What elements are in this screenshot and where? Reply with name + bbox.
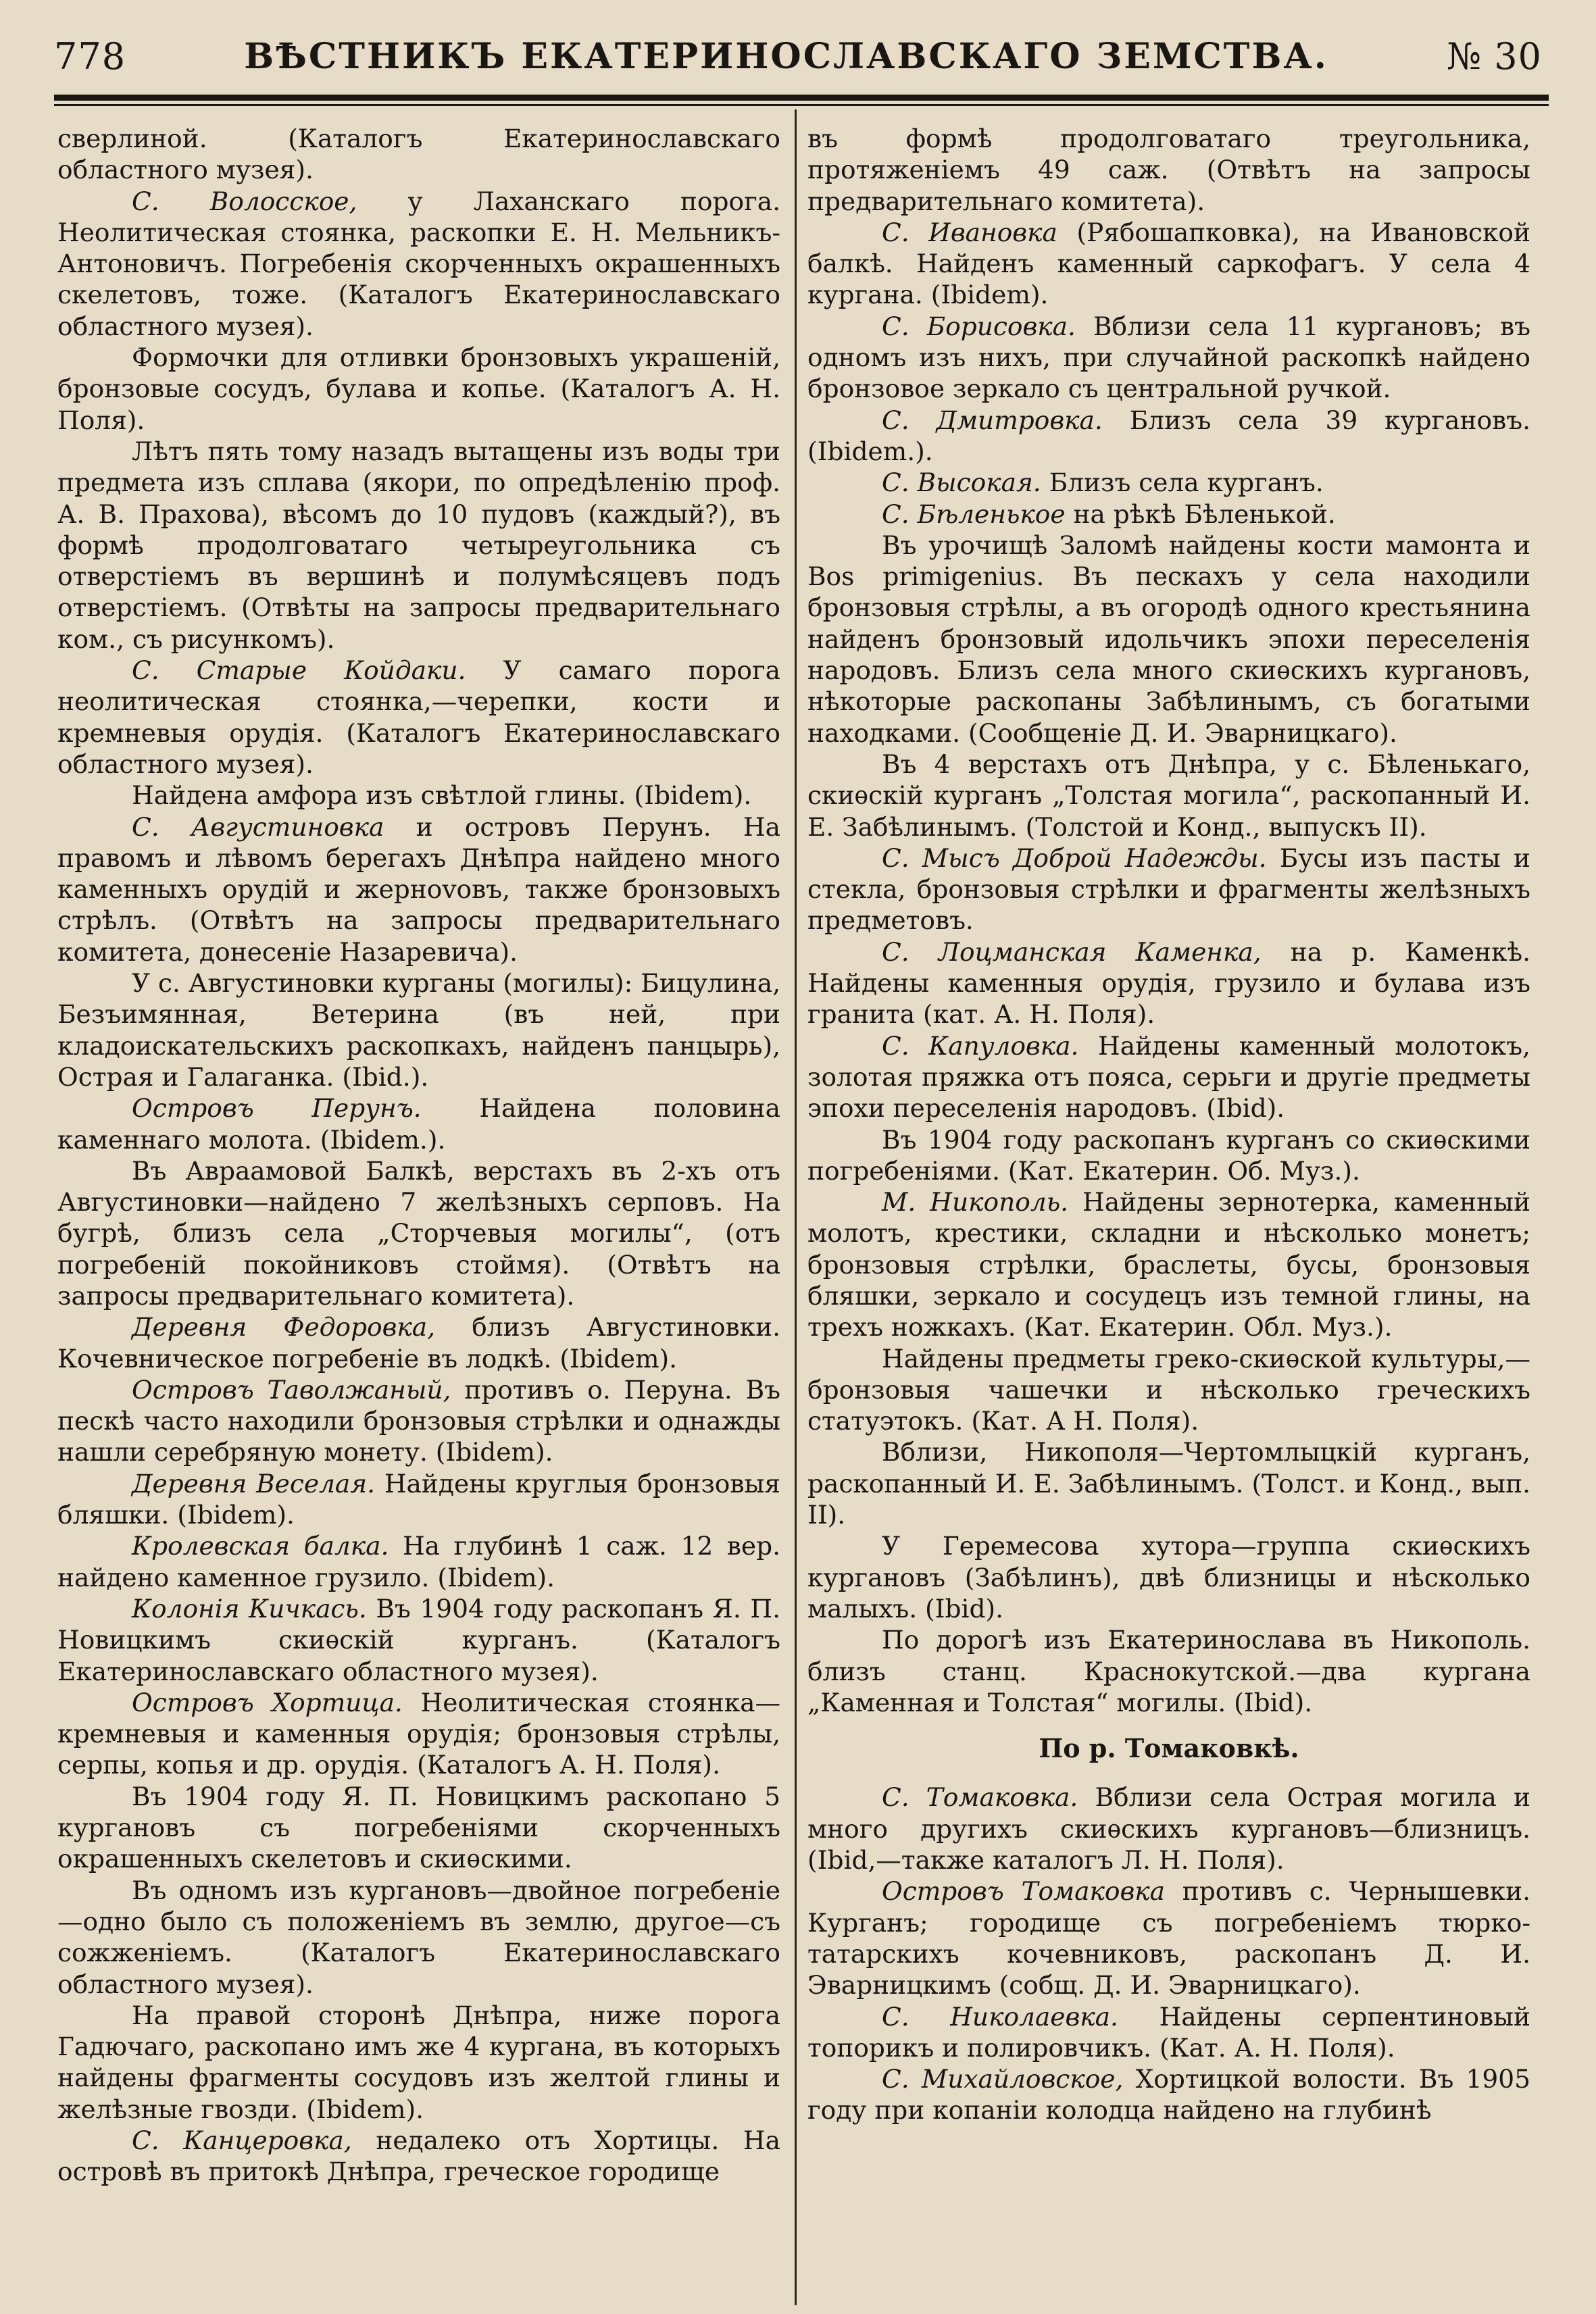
paragraph-text: противъ о. Перуна. Въ пескѣ часто находили бронзовыя стрѣлки и однажды нашли серебряную монету. (Ibidem). [57,1374,780,1467]
paragraph-text: Вблизи, Никополя—Чертомлыцкій курганъ, раскопанный И. Е. Забѣлинымъ. (Толст. и Конд., вып. II). [807,1437,1530,1530]
column-divider [795,109,797,2305]
paragraph [807,936,1530,1030]
paragraph [57,655,780,780]
paragraph [57,967,780,1092]
paragraph [807,2063,1530,2126]
paragraph [807,1624,1530,1718]
paragraph [57,2125,780,2188]
paragraph [57,1092,780,1155]
paragraph [57,436,780,655]
paragraph-text: Въ 1904 году Я. П. Новицкимъ раскопано 5 кургановъ съ погребеніями скорченныхъ окрашенныхъ скелетовъ и скиѳскими. [57,1781,780,1874]
paragraph-text: Найдены круглыя бронзовыя бляшки. (Ibidem). [57,1468,780,1530]
paragraph-text: и островъ Перунъ. На правомъ и лѣвомъ берегахъ Днѣпра найдено много каменныхъ орудій и жерноvовъ, также бронзовыхъ стрѣлъ. (Отвѣтъ на запросы предварительнаго комитета, донесеніе Назаревича). [57,811,780,967]
paragraph-text: Найдена амфора изъ свѣтлой глины. (Ibidem). [132,780,752,811]
place-name: Островъ Томаковка [882,1876,1166,1907]
paragraph-text: Въ урочищѣ Заломѣ найдены кости мамонта и Bos primigenius. Въ пескахъ у села находили бронзовыя стрѣлы, а въ огородѣ одного крестьянина найденъ бронзовый идольчикъ эпохи переселенія народовъ. Близъ села много скиѳскихъ кургановъ, нѣкоторые раскопаны Забѣлинымъ, съ богатыми находками. (Сообщеніе Д. И. Эварницкаго). [807,530,1530,748]
paragraph-text: Въ 4 верстахъ отъ Днѣпра, у с. Бѣленькаго, скиѳскій курганъ „Толстая могила“, раскопанный И. Е. Забѣлинымъ. (Толстой и Конд., выпускъ II). [807,749,1530,842]
place-name: С. Дмитровка. [882,405,1103,435]
journal-title: ВѢСТНИКЪ ЕКАТЕРИНОСЛАВСКАГО ЗЕМСТВА. [244,35,1328,77]
place-name: С. Августиновка [132,811,384,842]
paragraph [57,780,780,811]
paragraph [57,342,780,436]
paragraph [807,1186,1530,1342]
paragraph [57,811,780,967]
right-column [807,123,1530,2298]
paragraph [57,2000,780,2125]
place-name: Островъ Таволжаный, [132,1374,451,1405]
paragraph-text: Близъ села курганъ. [1041,468,1324,498]
paragraph-text: Вблизи села 11 кургановъ; въ одномъ изъ нихъ, при случайной раскопкѣ найдено бронзовое зеркало съ центральной ручкой. [807,311,1530,404]
paragraph [807,2001,1530,2064]
paragraph [807,842,1530,936]
paragraph [807,1124,1530,1187]
paragraph-text: Найдены серпентиновый топорикъ и полировчикъ. (Кат. А. Н. Поля). [807,2001,1530,2063]
paragraph [807,311,1530,405]
place-name: С. Бѣленькое [882,499,1066,529]
paragraph-text: Лѣтъ пять тому назадъ вытащены изъ воды три предмета изъ сплава (якори, по опредѣленію проф. А. В. Прахова), вѣсомъ до 10 пудовъ (каждый?), въ формѣ продолговатаго четыреугольника съ отверстіемъ въ вершинѣ и полумѣсяцевъ подъ отверстіемъ. (Отвѣты на запросы предварительнаго ком., съ рисункомъ). [57,436,780,654]
paragraph-text: На правой сторонѣ Днѣпра, ниже порога Гадючаго, раскопано имъ же 4 кургана, въ которыхъ найдены фрагменты сосудовъ изъ желтой глины и желѣзные гвозди. (Ibidem). [57,2000,780,2124]
paragraph-text: недалеко отъ Хортицы. На островѣ въ притокѣ Днѣпра, греческое городище [57,2126,780,2187]
paragraph-text: Формочки для отливки бронзовыхъ украшеній, бронзовые сосудъ, булава и копье. (Каталогъ А. Н. Поля). [57,343,780,435]
paragraph [57,1468,780,1531]
header-rule-thick [54,95,1549,101]
paragraph-text: Найдена половина каменнаго молота. (Ibidem.). [57,1093,780,1155]
paragraph [807,1343,1530,1437]
section-heading: По р. Томаковкѣ. [1039,1733,1299,1764]
paragraph-text: Въ одномъ изъ кургановъ—двойное погребеніе—одно было съ положеніемъ въ землю, другое—съ сожженіемъ. (Каталогъ Екатеринославскаго областного музея). [57,1875,780,1999]
place-name: С. Ивановка [882,217,1057,247]
paragraph [807,1030,1530,1124]
place-name: С. Лоцманская Каменка, [882,936,1262,967]
paragraph-text: По дорогѣ изъ Екатеринослава въ Никополь. близъ станц. Краснокутской.—два кургана „Каменная и Толстая“ могилы. (Ibid). [807,1625,1530,1717]
place-name: С. Николаевка. [882,2001,1118,2032]
paragraph-text: Найдены предметы греко-скиѳской культуры,—бронзовыя чашечки и нѣсколько греческихъ статуэтокъ. (Кат. А Н. Поля). [807,1343,1530,1436]
paragraph [807,123,1530,217]
place-name: С. Томаковка. [882,1782,1078,1813]
paragraph-text: Вблизи села Острая могила и много другихъ скиѳскихъ кургановъ—близницъ. (Ibid,—также каталогъ Л. Н. Поля). [807,1782,1530,1876]
paragraph [57,1530,780,1593]
paragraph [57,1374,780,1468]
paragraph [57,1155,780,1311]
left-column [57,123,780,2298]
paragraph-text: Неолитическая стоянка—кремневыя и каменныя орудія; бронзовыя стрѣлы, серпы, копья и др. орудія. (Каталогъ А. Н. Поля). [57,1687,780,1780]
paragraph-text: Найдены каменный молотокъ, золотая пряжка отъ пояса, серьги и другіе предметы эпохи переселенія народовъ. (Ibid). [807,1030,1530,1124]
paragraph [57,1311,780,1374]
place-name: С. Капуловка. [882,1030,1079,1061]
issue-number: № 30 [1447,34,1542,78]
paragraph [807,1530,1530,1624]
place-name: С. Михайловское, [882,2064,1124,2094]
paragraph [57,1781,780,1875]
paragraph [57,123,780,186]
place-name: С. Высокая. [882,468,1041,498]
place-name: Островъ Хортица. [132,1687,403,1717]
paragraph-text: Хортицкой волости. Въ 1905 году при копаніи колодца найдено на глубинѣ [807,2064,1530,2126]
paragraph [807,749,1530,842]
paragraph-text: Въ 1904 году раскопанъ Я. П. Новицкимъ скиѳскій курганъ. (Каталогъ Екатеринославскаго областного музея). [57,1593,780,1686]
paragraph [807,1436,1530,1530]
paragraph [57,186,780,342]
place-name: Деревня Федоровка, [132,1312,436,1342]
paragraph [57,1687,780,1781]
paragraph [57,1875,780,2000]
paragraph [57,1593,780,1687]
paragraph-text: у Лаханскаго порога. Неолитическая стоянка, раскопки Е. Н. Мельникъ-Антоновичъ. Погребенія скорченныхъ окрашенныхъ скелетовъ, тоже. (Каталогъ Екатеринославскаго областного музея). [57,186,780,341]
paragraph-text: На глубинѣ 1 саж. 12 вер. найдено каменное грузило. (Ibidem). [57,1531,780,1592]
paragraph [807,499,1530,530]
paragraph-text: на р. Каменкѣ. Найдены каменныя орудія, грузило и булава изъ гранита (кат. А. Н. Поля). [807,936,1530,1030]
paragraph-text: Въ 1904 году раскопанъ курганъ со скиѳскими погребеніями. (Кат. Екатерин. Об. Муз.). [807,1124,1530,1186]
paragraph-text: У с. Августиновки курганы (могилы): Бицулина, Безъимянная, Ветерина (въ ней, при кладоискательскихъ раскопкахъ, найденъ панцырь), Острая и Галаганка. (Ibid.). [57,968,780,1092]
paragraph-text: близъ Августиновки. Кочевническое погребеніе въ лодкѣ. (Ibidem). [57,1312,780,1374]
header-rule-thin [54,104,1549,106]
place-name: Колонія Кичкась. [132,1593,367,1624]
paragraph-text: противъ с. Чернышевки. Курганъ; городище съ погребеніемъ тюрко-татарскихъ кочевниковъ, раскопанъ Д. И. Эварницкимъ (собщ. Д. И. Эварницкаго). [807,1876,1530,2001]
paragraph-text: въ формѣ продолговатаго треугольника, протяженіемъ 49 саж. (Отвѣтъ на запросы предварительнаго комитета). [807,124,1530,216]
paragraph [807,1876,1530,2001]
place-name: С. Борисовка. [882,311,1076,341]
paragraph-text: У самаго порога неолитическая стоянка,—черепки, кости и кремневыя орудія. (Каталогъ Екатеринославскаго областного музея). [57,655,780,779]
paragraph [807,217,1530,311]
paragraph-text: сверлиной. (Каталогъ Екатеринославскаго областного музея). [57,124,780,185]
place-name: С. Мысъ Доброй Надежды. [882,842,1267,873]
paragraph-text: (Рябошапковка), на Ивановской балкѣ. Найденъ каменный саркофагъ. У села 4 кургана. (Ibidem). [807,217,1530,310]
paragraph-text: Найдены зернотерка, каменный молотъ, крестики, складни и нѣсколько монетъ; бронзовыя стрѣлки, браслеты, бусы, бронзовыя бляшки, зеркало и сосудецъ изъ темной глины, на трехъ ножкахъ. (Кат. Екатерин. Обл. Муз.). [807,1187,1530,1342]
paragraph-text: на рѣкѣ Бѣленькой. [1065,499,1336,529]
place-name: Деревня Веселая. [132,1468,376,1499]
paragraph-text: Близъ села 39 кургановъ. (Ibidem.). [807,405,1530,466]
place-name: М. Никополь. [882,1187,1069,1217]
page-header [54,19,1542,93]
place-name: Островъ Перунъ. [132,1093,422,1124]
place-name: С. Волосское, [132,186,357,216]
paragraph [807,467,1530,498]
place-name: Кролевская балка. [132,1531,389,1561]
paragraph [807,530,1530,749]
page-number: 778 [54,34,126,78]
paragraph-text: Въ Авраамовой Балкѣ, верстахъ въ 2-хъ отъ Августиновки—найдено 7 желѣзныхъ серповъ. На бугрѣ, близъ села „Сторчевыя могилы“, (отъ погребеній покойниковъ стоймя). (Отвѣтъ на запросы предварительнаго комитета). [57,1155,780,1311]
paragraph-text: У Геремесова хутора—группа скиѳскихъ кургановъ (Забѣлинъ), двѣ близницы и нѣсколько малыхъ. (Ibid). [807,1531,1530,1624]
paragraph [807,405,1530,468]
place-name: С. Канцеровка, [132,2126,352,2155]
paragraph [807,1782,1530,1876]
paragraph-text: Бусы изъ пасты и стекла, бронзовыя стрѣлки и фрагменты желѣзныхъ предметовъ. [807,842,1530,936]
place-name: С. Старые Койдаки. [132,655,466,686]
